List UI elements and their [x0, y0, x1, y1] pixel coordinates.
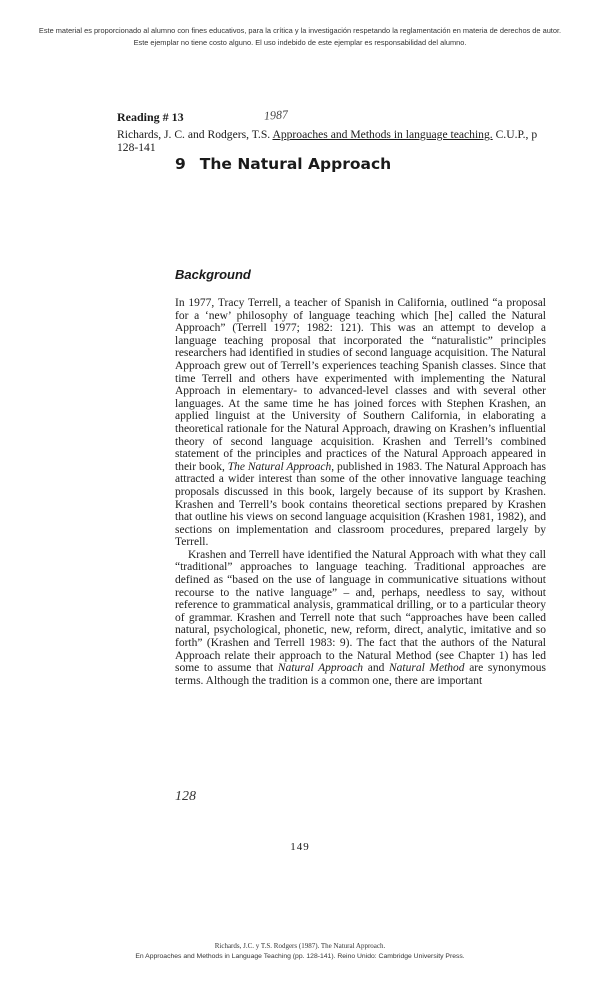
chapter-title: The Natural Approach: [199, 155, 392, 173]
citation-title: Approaches and Methods in language teaching.: [272, 128, 493, 141]
copyright-notice-line-1: Este material es proporcionado al alumno con fines educativos, para la crítica y la investigación respetando la reglamentación en materia de derechos de autor.: [38, 26, 562, 35]
paragraph: [175, 549, 546, 688]
citation-publisher: C.U.P., p: [495, 128, 538, 141]
packet-page-number: 149: [290, 841, 310, 853]
book-page-number: 128: [175, 789, 196, 804]
term-natural-approach: Natural Approach: [277, 662, 364, 675]
copyright-notice-line-2: Este ejemplar no tiene costo alguno. El uso indebido de este ejemplar es responsabilidad del alumno.: [133, 38, 467, 47]
book-title: The Natural Approach: [227, 460, 332, 473]
paragraph-text: Krashen and Terrell have identified the Natural Approach with what they call “traditional” approaches to language teaching. Traditional approaches are defined as “based on the use of language in communicative situations without recourse to the native language” – and, perhaps, needless to say, without reference to grammatical analysis, grammatical drilling, or to a particular theory of grammar. Krashen and Terrell note that such “approaches have been called natural, psychological, phonetic, new, reform, direct, analytic, imitative and so forth” (Krashen and Terrell 1983: 9). The fact that the authors of the Natural Approach relate their approach to the Natural Method (see Chapter 1) has led some to assume that: [175, 548, 546, 675]
paragraph-text: , published in 1983. The Natural Approach has attracted a wider interest than some of the other innovative language teaching proposals discussed in this book, largely because of its support by Krashen. Krashen and Terrell’s book contains theoretical sections prepared by Krashen that outline his views on second language acquisition (Krashen 1981, 1982), and sections on implementation and classroom procedures, prepared largely by Terrell.: [175, 460, 547, 549]
chapter-number: 9: [175, 155, 186, 173]
citation-authors: Richards, J. C. and Rodgers, T.S.: [117, 128, 271, 141]
reading-number: Reading # 13: [117, 110, 184, 124]
paragraph: [175, 297, 546, 549]
body-text: [175, 297, 546, 687]
handwritten-year: 1987: [263, 107, 289, 123]
section-heading: Background: [175, 267, 251, 282]
paragraph-text: In 1977, Tracy Terrell, a teacher of Spanish in California, outlined “a proposal for a ‘new’ philosophy of language teaching which [he] called the Natural Approach” (Terrell 1977; 1982: 121). This was an attempt to develop a language teaching proposal that incorporated the “naturalistic” principles researchers had identified in studies of second language acquisition. The Natural Approach grew out of Terrell’s experiences teaching Spanish classes. Since that time Terrell and others have experimented with implementing the Natural Approach in elementary- to advanced-level classes and with several other languages. At the same time he has joined forces with Stephen Krashen, an applied linguist at the University of Southern California, in elaborating a theoretical rationale for the Natural Approach, drawing on Krashen’s influential theory of second language acquisition. Krashen and Terrell’s combined statement of the principles and practices of the Natural Approach appeared in their book,: [175, 297, 546, 473]
term-natural-method: Natural Method: [388, 662, 465, 675]
footer-reference-line-1: Richards, J.C. y T.S. Rodgers (1987). The Natural Approach.: [214, 942, 386, 950]
citation-pages: 128-141: [117, 141, 156, 154]
paragraph-text: are synonymous terms. Although the tradition is a common one, there are important: [175, 662, 547, 687]
footer-reference-line-2: En Approaches and Methods in Language Teaching (pp. 128-141). Reino Unido: Cambridge University Press.: [135, 953, 465, 960]
paragraph-text: and: [367, 662, 385, 675]
chapter-heading: [175, 155, 391, 173]
citation: [117, 128, 587, 154]
